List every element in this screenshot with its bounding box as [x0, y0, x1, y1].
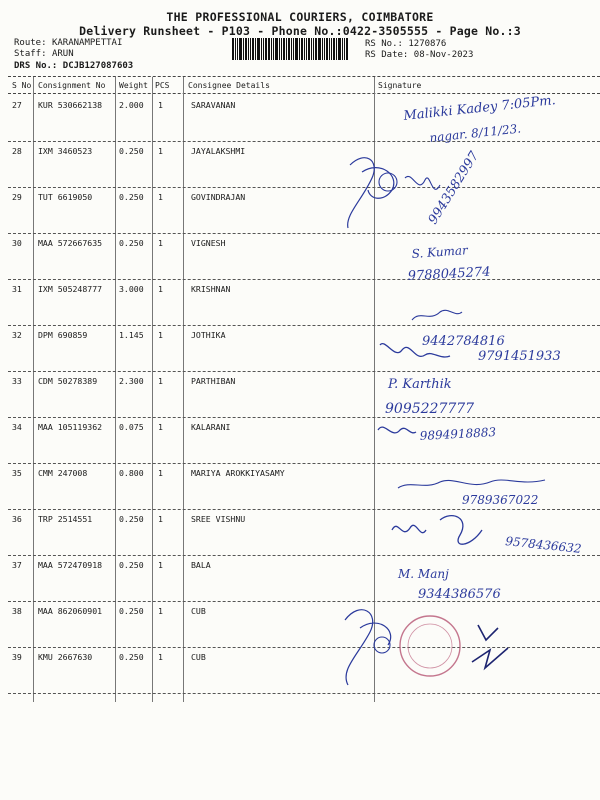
- drs-line: [14, 61, 133, 71]
- cell-weight: 0.250: [119, 606, 144, 616]
- barcode-bar: [336, 38, 337, 60]
- barcode-bar: [342, 38, 343, 60]
- barcode-bar: [299, 38, 300, 60]
- barcode-bar: [333, 38, 335, 60]
- cell-consignment-no: KMU 2667630: [38, 652, 93, 662]
- barcode-bar: [245, 38, 247, 60]
- col-header-signature: Signature: [378, 81, 422, 90]
- barcode-bar: [257, 38, 260, 60]
- hw-phone-30: 9788045274: [407, 264, 491, 284]
- cell-weight: 0.250: [119, 146, 144, 156]
- table-header-rule: [8, 93, 600, 94]
- barcode-bar: [326, 38, 328, 60]
- row-separator: [8, 601, 600, 602]
- barcode-bar: [281, 38, 282, 60]
- col-header-sno: S No: [12, 81, 32, 90]
- barcode-bar: [311, 38, 312, 60]
- staff-value: ARUN: [51, 49, 74, 59]
- table-row: [0, 376, 600, 422]
- cell-pcs: 1: [158, 100, 163, 110]
- cell-consignment-no: IXM 505248777: [38, 284, 103, 294]
- cell-consignment-no: MAA 572667635: [38, 238, 103, 248]
- route-value: KARANAMPETTAI: [51, 38, 123, 48]
- cell-consignee: CUB: [191, 652, 206, 662]
- barcode-bar: [301, 38, 303, 60]
- hw-name-33: P. Karthik: [388, 377, 452, 392]
- company-title: THE PROFESSIONAL COURIERS, COIMBATORE: [166, 10, 434, 24]
- cell-pcs: 1: [158, 606, 163, 616]
- barcode-bar: [235, 38, 236, 60]
- row-separator: [8, 279, 600, 280]
- hw-phone-32b: 9791451933: [478, 349, 561, 364]
- row-separator: [8, 141, 600, 142]
- table-row: [0, 284, 600, 330]
- cell-sno: 29: [12, 192, 22, 202]
- barcode-bar: [313, 38, 314, 60]
- cell-consignee: MARIYA AROKKIYASAMY: [191, 468, 285, 478]
- cell-consignee: JAYALAKSHMI: [191, 146, 246, 156]
- table-row: [0, 606, 600, 652]
- hw-address-27a: Malikki Kadey 7:05Pm.: [402, 93, 557, 124]
- col-header-pcs: PCS: [155, 81, 170, 90]
- cell-weight: 0.075: [119, 422, 144, 432]
- row-separator: [8, 325, 600, 326]
- cell-consignment-no: TRP 2514551: [38, 514, 93, 524]
- cell-sno: 30: [12, 238, 22, 248]
- barcode-bar: [268, 38, 270, 60]
- hw-phone-29: 9943582997: [425, 149, 483, 228]
- barcode-bar: [304, 38, 305, 60]
- cell-consignee: SREE VISHNU: [191, 514, 246, 524]
- row-separator: [8, 509, 600, 510]
- cell-pcs: 1: [158, 514, 163, 524]
- cell-weight: 0.250: [119, 238, 144, 248]
- cell-pcs: 1: [158, 422, 163, 432]
- route-line: [14, 38, 122, 48]
- row-separator: [8, 187, 600, 188]
- hw-phone-37: 9344386576: [418, 587, 501, 602]
- cell-sno: 37: [12, 560, 22, 570]
- barcode-bar: [346, 38, 348, 60]
- barcode-bar: [237, 38, 238, 60]
- table-row: [0, 192, 600, 238]
- barcode-bar: [322, 38, 323, 60]
- row-separator: [8, 693, 600, 694]
- cell-pcs: 1: [158, 376, 163, 386]
- barcode-bar: [329, 38, 330, 60]
- cell-consignee: GOVINDRAJAN: [191, 192, 246, 202]
- cell-consignee: CUB: [191, 606, 206, 616]
- rs-date-line: [365, 50, 473, 60]
- barcode-bar: [248, 38, 249, 60]
- barcode-bar: [306, 38, 307, 60]
- cell-consignee: BALA: [191, 560, 211, 570]
- barcode-bar: [338, 38, 341, 60]
- table-row: [0, 146, 600, 192]
- barcode-bar: [232, 38, 234, 60]
- barcode-bar: [315, 38, 317, 60]
- rs-no-value: 1270876: [408, 39, 447, 49]
- rs-no-line: [365, 39, 446, 49]
- row-separator: [8, 233, 600, 234]
- table-row: [0, 652, 600, 698]
- cell-sno: 39: [12, 652, 22, 662]
- barcode-bar: [295, 38, 298, 60]
- rs-no-label: RS No.:: [365, 39, 403, 49]
- cell-pcs: 1: [158, 468, 163, 478]
- barcode-bar: [344, 38, 345, 60]
- cell-pcs: 1: [158, 560, 163, 570]
- table-row: [0, 100, 600, 146]
- col-header-consignee: Consignee Details: [188, 81, 270, 90]
- hw-phone-35: 9789367022: [462, 493, 539, 507]
- barcode-bar: [243, 38, 244, 60]
- barcode-bar: [265, 38, 267, 60]
- barcode-bar: [288, 38, 290, 60]
- cell-sno: 31: [12, 284, 22, 294]
- barcode-bar: [291, 38, 292, 60]
- runsheet-barcode: [232, 38, 358, 60]
- cell-consignment-no: MAA 572470918: [38, 560, 103, 570]
- cell-consignee: JOTHIKA: [191, 330, 226, 340]
- cell-sno: 28: [12, 146, 22, 156]
- barcode-bar: [250, 38, 251, 60]
- barcode-bar: [275, 38, 278, 60]
- cell-sno: 35: [12, 468, 22, 478]
- cell-pcs: 1: [158, 652, 163, 662]
- cell-consignment-no: IXM 3460523: [38, 146, 93, 156]
- cell-weight: 3.000: [119, 284, 144, 294]
- cell-consignment-no: MAA 862060901: [38, 606, 103, 616]
- cell-consignee: KRISHNAN: [191, 284, 231, 294]
- staff-line: [14, 49, 74, 59]
- cell-weight: 0.250: [119, 652, 144, 662]
- table-row: [0, 514, 600, 560]
- cell-sno: 27: [12, 100, 22, 110]
- cell-weight: 2.300: [119, 376, 144, 386]
- row-separator: [8, 417, 600, 418]
- cell-weight: 0.250: [119, 560, 144, 570]
- cell-weight: 0.800: [119, 468, 144, 478]
- cell-sno: 34: [12, 422, 22, 432]
- barcode-bar: [308, 38, 310, 60]
- hw-phone-33: 9095227777: [385, 401, 475, 417]
- table-row: [0, 468, 600, 514]
- hw-name-37: M. Manj: [398, 567, 449, 581]
- cell-weight: 0.250: [119, 192, 144, 202]
- col-header-weight: Weight: [119, 81, 148, 90]
- cell-consignment-no: TUT 6619050: [38, 192, 93, 202]
- barcode-bar: [271, 38, 272, 60]
- cell-consignee: SARAVANAN: [191, 100, 236, 110]
- barcode-bar: [286, 38, 287, 60]
- cell-pcs: 1: [158, 330, 163, 340]
- row-separator: [8, 371, 600, 372]
- cell-consignee: KALARANI: [191, 422, 231, 432]
- rs-date-label: RS Date:: [365, 50, 409, 60]
- barcode-bar: [239, 38, 242, 60]
- barcode-bar: [331, 38, 332, 60]
- table-top-rule: [8, 76, 600, 77]
- cell-weight: 0.250: [119, 514, 144, 524]
- barcode-bar: [273, 38, 274, 60]
- rs-date-value: 08-Nov-2023: [413, 50, 474, 60]
- runsheet-subtitle: Delivery Runsheet - P103 - Phone No.:0422-3505555 - Page No.:3: [79, 24, 521, 38]
- cell-sno: 36: [12, 514, 22, 524]
- cell-consignee: PARTHIBAN: [191, 376, 236, 386]
- hw-phone-36: 9578436632: [504, 534, 583, 556]
- hw-name-30: S. Kumar: [411, 243, 469, 261]
- cell-sno: 38: [12, 606, 22, 616]
- barcode-bar: [252, 38, 254, 60]
- cell-consignment-no: DPM 690859: [38, 330, 88, 340]
- hw-phone-32a: 9442784816: [422, 334, 505, 349]
- row-separator: [8, 647, 600, 648]
- barcode-bar: [293, 38, 294, 60]
- barcode-bar: [279, 38, 280, 60]
- cell-sno: 32: [12, 330, 22, 340]
- table-row: [0, 330, 600, 376]
- row-separator: [8, 463, 600, 464]
- cell-consignment-no: KUR 530662138: [38, 100, 103, 110]
- table-row: [0, 560, 600, 606]
- hw-phone-34: 9894918883: [419, 425, 497, 443]
- cell-consignee: VIGNESH: [191, 238, 226, 248]
- drs-value: DCJB127087603: [62, 61, 134, 71]
- table-row: [0, 238, 600, 284]
- row-separator: [8, 555, 600, 556]
- cell-pcs: 1: [158, 192, 163, 202]
- cell-consignment-no: CDM 50278389: [38, 376, 98, 386]
- cell-weight: 2.000: [119, 100, 144, 110]
- route-label: Route:: [14, 38, 47, 48]
- barcode-bar: [255, 38, 256, 60]
- staff-label: Staff:: [14, 49, 47, 59]
- col-header-consignment: Consignment No: [38, 81, 106, 90]
- cell-weight: 1.145: [119, 330, 144, 340]
- barcode-bar: [283, 38, 285, 60]
- barcode-bar: [324, 38, 325, 60]
- cell-pcs: 1: [158, 238, 163, 248]
- cell-pcs: 1: [158, 284, 163, 294]
- hw-address-27b: nagar. 8/11/23.: [428, 121, 522, 145]
- barcode-bar: [318, 38, 321, 60]
- cell-consignment-no: MAA 105119362: [38, 422, 103, 432]
- table-row: [0, 422, 600, 468]
- barcode-bar: [261, 38, 262, 60]
- barcode-bar: [263, 38, 264, 60]
- cell-pcs: 1: [158, 146, 163, 156]
- cell-sno: 33: [12, 376, 22, 386]
- cell-consignment-no: CMM 247008: [38, 468, 88, 478]
- drs-label: DRS No.:: [14, 61, 58, 71]
